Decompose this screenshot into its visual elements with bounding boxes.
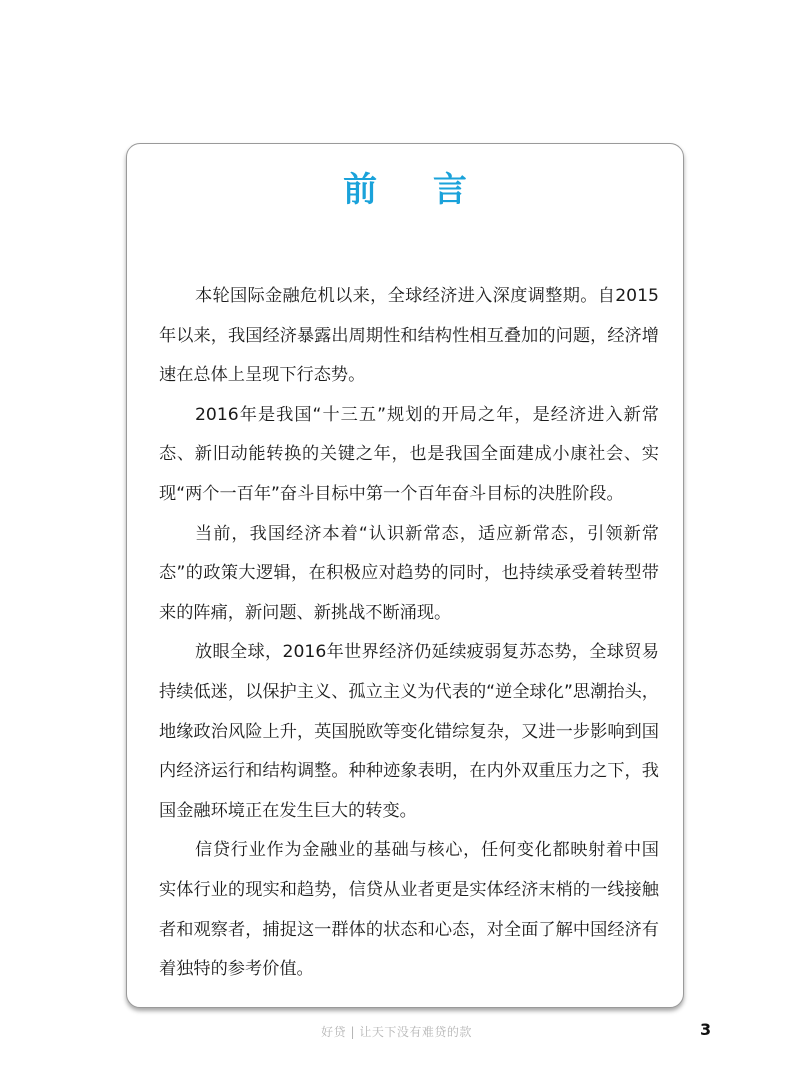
footer-slogan: 好贷 | 让天下没有难贷的款 bbox=[321, 1025, 472, 1039]
preface-body bbox=[159, 277, 659, 990]
paragraph: 放眼全球，2016年世界经济仍延续疲弱复苏态势，全球贸易持续低迷，以保护主义、孤立主义为代表的“逆全球化”思潮抬头，地缘政治风险上升，英国脱欧等变化错综复杂，又进一步影响到国内经济运行和结构调整。种种迹象表明，在内外双重压力之下，我国金融环境正在发生巨大的转变。 bbox=[159, 642, 659, 821]
page-number: 3 bbox=[700, 1020, 712, 1039]
paragraph: 本轮国际金融危机以来，全球经济进入深度调整期。自2015年以来，我国经济暴露出周期性和结构性相互叠加的问题，经济增速在总体上呈现下行态势。 bbox=[159, 286, 659, 386]
paragraph: 当前，我国经济本着“认识新常态，适应新常态，引领新常态”的政策大逻辑，在积极应对趋势的同时，也持续承受着转型带来的阵痛，新问题、新挑战不断涌现。 bbox=[159, 523, 659, 623]
paragraph: 信贷行业作为金融业的基础与核心，任何变化都映射着中国实体行业的现实和趋势，信贷从业者更是实体经济末梢的一线接触者和观察者，捕捉这一群体的状态和心态，对全面了解中国经济有着独特的参考价值。 bbox=[159, 840, 659, 980]
paragraph: 2016年是我国“十三五”规划的开局之年，是经济进入新常态、新旧动能转换的关键之年，也是我国全面建成小康社会、实现“两个一百年”奋斗目标中第一个百年奋斗目标的决胜阶段。 bbox=[159, 404, 659, 504]
preface-card bbox=[126, 143, 684, 1008]
preface-title: 前 言 bbox=[343, 170, 489, 210]
